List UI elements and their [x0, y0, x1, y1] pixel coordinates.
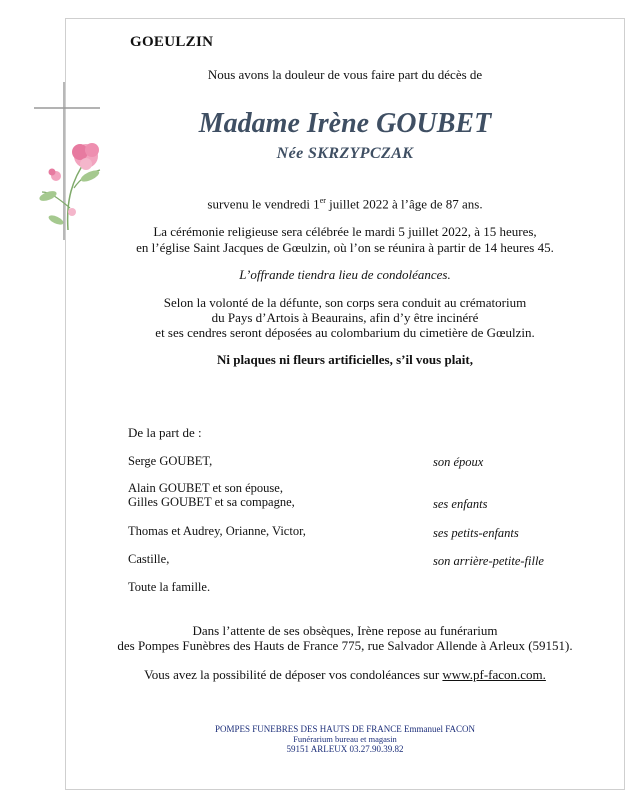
footer-subtitle: Funérarium bureau et magasin: [293, 734, 397, 744]
family-entry-name: Serge GOUBET,: [128, 454, 213, 468]
town-name: GOEULZIN: [130, 34, 214, 50]
family-entry-name: Gilles GOUBET et sa compagne,: [128, 495, 295, 509]
cremation-line-3: et ses cendres seront déposées au colombarium du cimetière de Gœulzin.: [155, 325, 535, 340]
family-entry-relation: ses enfants: [433, 497, 488, 511]
family-entry-name: Toute la famille.: [128, 580, 211, 594]
offering-text: L’offrande tiendra lieu de condoléances.: [239, 267, 451, 282]
maiden-name: Née SKRZYPCZAK: [276, 145, 414, 162]
funerarium-line-1: Dans l’attente de ses obsèques, Irène repose au funérarium: [192, 623, 498, 638]
family-entry-name: Alain GOUBET et son épouse,: [128, 481, 283, 495]
family-heading: De la part de :: [128, 425, 202, 440]
family-entry-name: Thomas et Audrey, Orianne, Victor,: [128, 524, 306, 538]
condolences-link[interactable]: www.pf-facon.com.: [442, 667, 546, 682]
funerarium-line-2: des Pompes Funèbres des Hauts de France 775, rue Salvador Allende à Arleux (59151).: [117, 638, 573, 653]
condolences-text: Vous avez la possibilité de déposer vos condoléances sur: [144, 667, 443, 682]
death-date-after: juillet 2022 à l’âge de 87 ans.: [325, 196, 483, 212]
condolences-line: [65, 667, 625, 683]
family-entry-name: Castille,: [128, 552, 170, 566]
death-date-line: [65, 196, 625, 212]
family-entry-relation: son arrière-petite-fille: [433, 554, 544, 568]
deceased-name: Madame Irène GOUBET: [198, 108, 492, 139]
ceremony-line-2: en l’église Saint Jacques de Gœulzin, où l’on se réunira à partir de 14 heures 45.: [136, 240, 554, 255]
intro-text: Nous avons la douleur de vous faire part du décès de: [207, 67, 483, 82]
family-entry-relation: son époux: [433, 455, 484, 469]
ceremony-line-1: La cérémonie religieuse sera célébrée le mardi 5 juillet 2022, à 15 heures,: [153, 224, 537, 239]
footer-address: 59151 ARLEUX 03.27.90.39.82: [286, 744, 404, 754]
death-date-sup: er: [319, 196, 326, 205]
flowers-notice: Ni plaques ni fleurs artificielles, s’il vous plait,: [216, 352, 474, 367]
cremation-line-1: Selon la volonté de la défunte, son corps sera conduit au crématorium: [163, 295, 527, 310]
family-entry-relation: ses petits-enfants: [433, 526, 519, 540]
footer-company: POMPES FUNEBRES DES HAUTS DE FRANCE Emmanuel FACON: [214, 724, 476, 734]
death-date-before: survenu le vendredi 1: [207, 196, 320, 212]
cremation-line-2: du Pays d’Artois à Beaurains, afin d’y être incinéré: [211, 310, 479, 325]
